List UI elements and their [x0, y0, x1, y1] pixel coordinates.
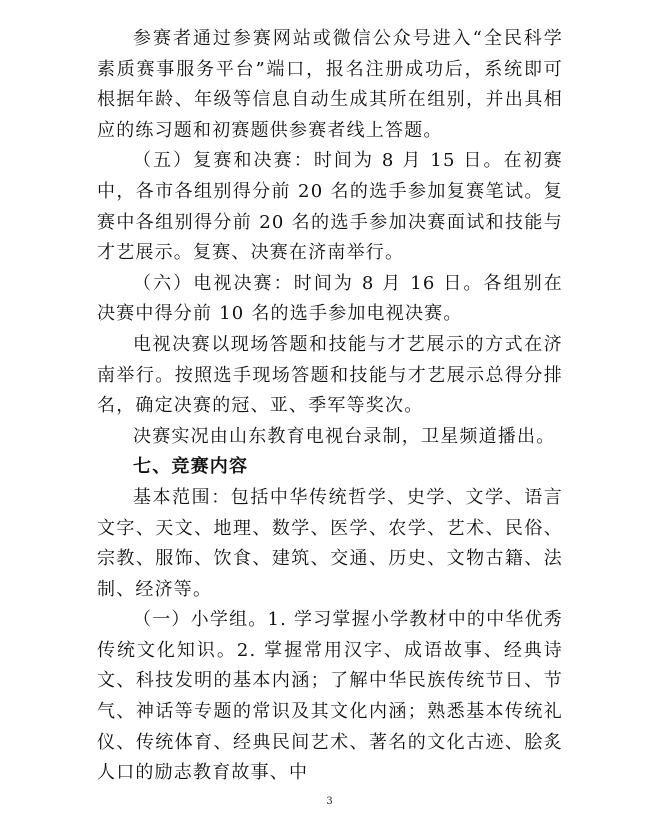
paragraph-registration: 参赛者通过参赛网站或微信公众号进入“全民科学素质赛事服务平台”端口，报名注册成功后，系统即可根据年龄、年级等信息自动生成其所在组别，并出具相应的练习题和初赛题供参赛者线上答题。 — [97, 28, 563, 141]
paragraph-broadcast: 决赛实况由山东教育电视台录制，卫星频道播出。 — [133, 425, 556, 447]
paragraph-semifinal-final: （五）复赛和决赛：时间为 8 月 15 日。在初赛中，各市各组别得分前 20 名的选手参加复赛笔试。复赛中各组别得分前 20 名的选手参加决赛面试和技能与才艺展示。复赛、决赛在济南举行。 — [97, 150, 563, 264]
page-number: 3 — [326, 796, 333, 807]
paragraph-basic-scope: 基本范围：包括中华传统哲学、史学、文学、语言文字、天文、地理、数学、医学、农学、艺术、民俗、宗教、服饰、饮食、建筑、交通、历史、文物古籍、法制、经济等。 — [97, 486, 563, 600]
paragraph-primary-school-group: （一）小学组。1. 学习掌握小学教材中的中华优秀传统文化知识。2. 掌握常用汉字、成语故事、经典诗文、科技发明的基本内涵；了解中华民族传统节日、节气、神话等专题的常识及其文化内涵；熟悉基本传统礼仪、传统体育、经典民间艺术、著名的文化古迹、脍炙人口的励志教育故事、中 — [97, 609, 563, 784]
paragraph-tv-final-format: 电视决赛以现场答题和技能与才艺展示的方式在济南举行。按照选手现场答题和技能与才艺展示总得分排名，确定决赛的冠、亚、季军等奖次。 — [97, 333, 563, 417]
document-body — [97, 24, 563, 789]
paragraph-tv-final: （六）电视决赛：时间为 8 月 16 日。各组别在决赛中得分前 10 名的选手参加电视决赛。 — [97, 272, 563, 325]
section-heading-competition-content: 七、竞赛内容 — [133, 456, 249, 478]
